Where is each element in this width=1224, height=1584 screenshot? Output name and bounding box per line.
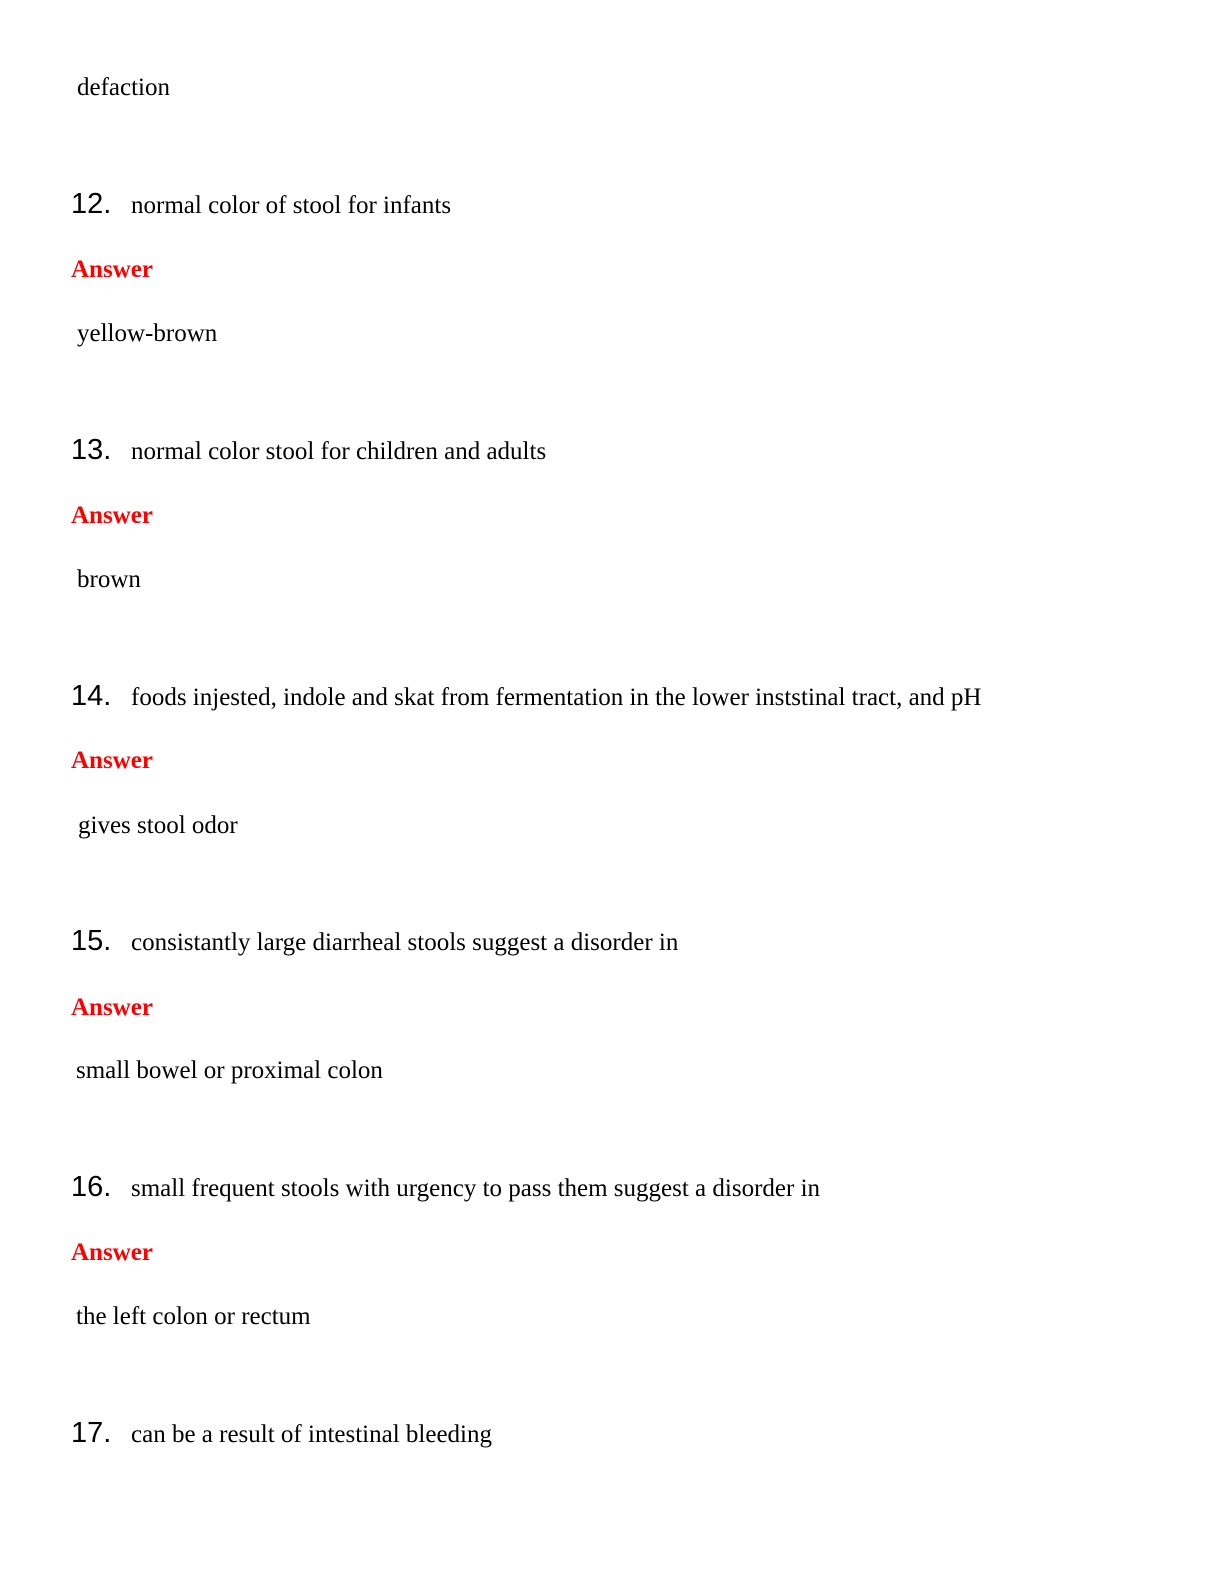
answer-label: Answer [71, 502, 153, 529]
answer-text: small bowel or proximal colon [76, 1057, 383, 1084]
question-number: 15. [71, 925, 112, 957]
question-prompt: normal color of stool for infants [131, 192, 452, 219]
question-16 [71, 1171, 820, 1205]
answer-text: the left colon or rectum [76, 1303, 311, 1330]
answer-label: Answer [71, 747, 153, 774]
answer-text: gives stool odor [78, 812, 238, 839]
question-14 [71, 680, 982, 714]
question-17 [71, 1417, 492, 1451]
question-15 [71, 925, 678, 959]
question-number: 13. [71, 434, 112, 466]
question-number: 14. [71, 680, 112, 712]
question-prompt: foods injested, indole and skat from fermentation in the lower inststinal tract, and pH [131, 684, 982, 711]
question-prompt: normal color stool for children and adults [131, 438, 547, 465]
answer-label: Answer [71, 1239, 153, 1266]
answer-label: Answer [71, 256, 153, 283]
answer-text: yellow-brown [77, 320, 218, 347]
question-number: 17. [71, 1417, 112, 1449]
question-prompt: small frequent stools with urgency to pass them suggest a disorder in [131, 1175, 821, 1202]
question-number: 12. [71, 188, 112, 220]
answer-label: Answer [71, 994, 153, 1021]
question-prompt: consistantly large diarrheal stools suggest a disorder in [131, 929, 679, 956]
answer-text: brown [77, 566, 141, 593]
question-13 [71, 434, 546, 468]
question-prompt: can be a result of intestinal bleeding [131, 1421, 492, 1448]
question-12 [71, 188, 451, 222]
answer-text-11: defaction [77, 74, 171, 101]
question-number: 16. [71, 1171, 112, 1203]
